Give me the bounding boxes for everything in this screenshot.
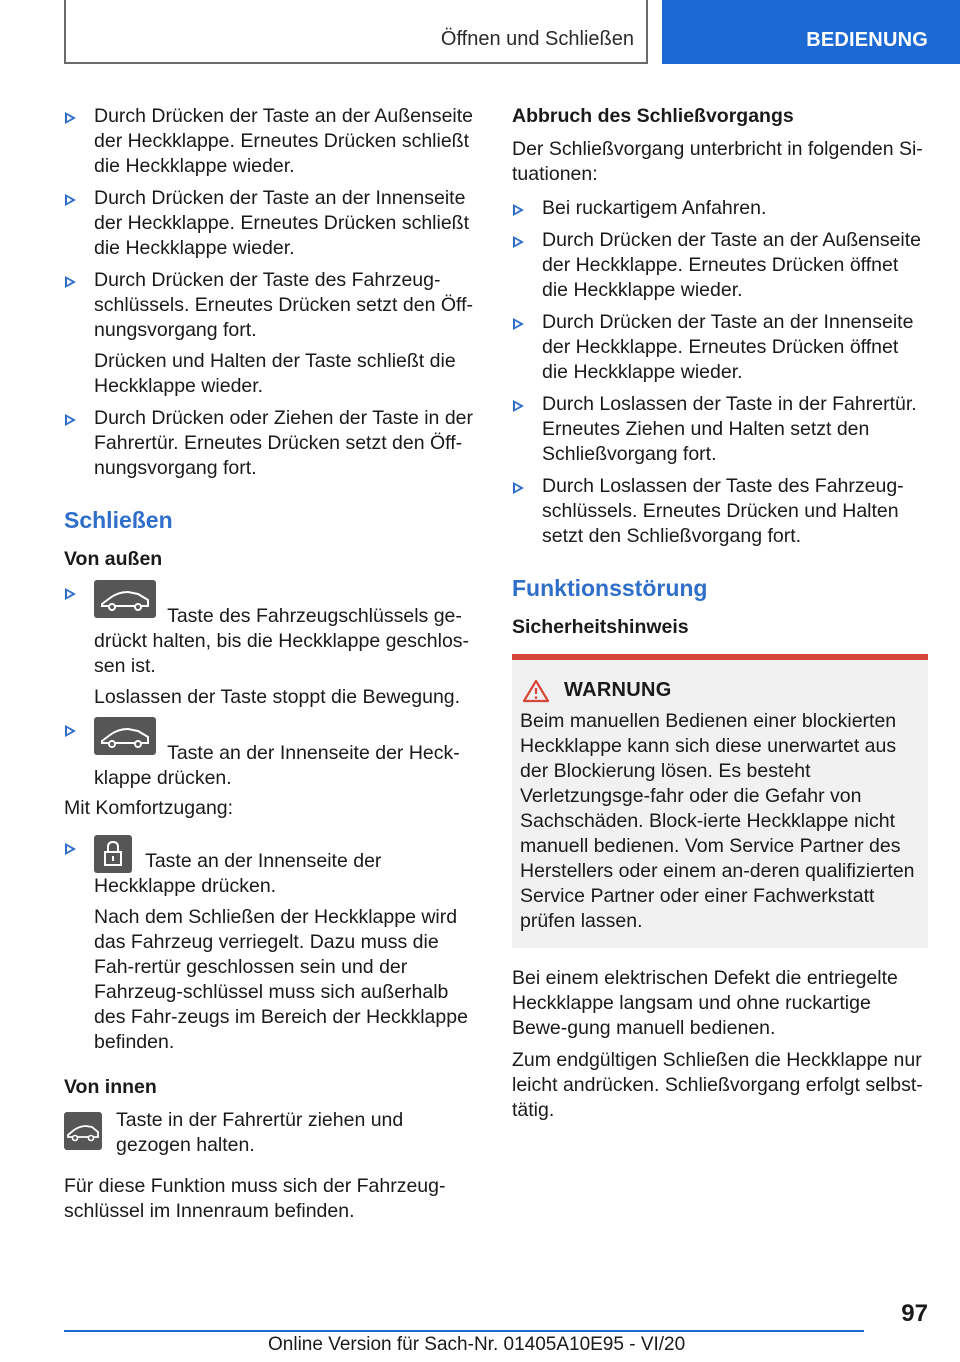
list-item-note: Loslassen der Taste stoppt die Bewegung. <box>94 686 461 708</box>
list-item: Durch Drücken der Taste an der Außenseite der Heckklappe. Erneutes Drücken öffnet die Heckklappe wieder. <box>512 228 928 303</box>
list-item: Durch Drücken oder Ziehen der Taste in der Fahrertür. Erneutes Drücken setzt den Öff-nungsvorgang fort. <box>64 406 482 481</box>
bullet-triangle-icon <box>513 204 524 216</box>
closing-note: Für diese Funktion muss sich der Fahrzeug-schlüssel im Innenraum befinden. <box>64 1175 446 1222</box>
bullet-triangle-icon <box>65 843 76 855</box>
list-item: Durch Drücken der Taste an der Innenseite der Heckklappe. Erneutes Drücken öffnet die Heckklappe wieder. <box>512 310 928 385</box>
list-item: Durch Loslassen der Taste in der Fahrertür. Erneutes Ziehen und Halten setzt den Schließvorgang fort. <box>512 392 928 467</box>
tailgate-door-button-icon <box>64 1112 102 1150</box>
warning-box <box>512 660 928 948</box>
heading-funktionsstoerung: Funktionsstörung <box>512 575 708 601</box>
warning-triangle-icon <box>522 679 550 703</box>
list-item: Durch Drücken der Taste an der Innenseite der Heckklappe. Erneutes Drücken schließt die Heckklappe wieder. <box>64 186 482 261</box>
bullet-triangle-icon <box>65 276 76 288</box>
left-column <box>64 104 482 1231</box>
header-chapter-box <box>64 0 648 64</box>
heading-schliessen: Schließen <box>64 507 173 533</box>
list-item: Taste des Fahrzeugschlüssels ge-drückt halten, bis die Heckklappe geschlos-sen ist. Loslassen der Taste stoppt die Bewegung. <box>64 580 482 710</box>
list-item: Taste an der Innenseite der Heck-klappe drücken. <box>64 717 482 791</box>
header-section-tab <box>662 0 960 64</box>
komfort-label: Mit Komfortzugang: <box>64 797 234 819</box>
list-item: Taste an der Innenseite der Heckklappe drücken. Nach dem Schließen der Heckklappe wird das Fahrzeug verriegelt. Dazu muss die Fah-rertür geschlossen sein und der Fahrzeug-schlüssel muss sich außerhalb des Fahr-zeugs im Bereich der Heckklappe befinden. <box>64 835 482 1055</box>
list-item: Bei ruckartigem Anfahren. <box>512 196 928 221</box>
von-innen-row: Taste in der Fahrertür ziehen und gezogen halten. <box>64 1108 482 1158</box>
lock-icon <box>94 835 132 873</box>
bullet-triangle-icon <box>65 112 76 124</box>
list-item-note: Drücken und Halten der Taste schließt die Heckklappe wieder. <box>94 350 456 397</box>
bullet-triangle-icon <box>513 236 524 248</box>
bullet-triangle-icon <box>65 194 76 206</box>
right-column <box>512 104 928 1130</box>
heading-von-aussen: Von außen <box>64 548 163 570</box>
bullet-triangle-icon <box>65 414 76 426</box>
bullet-triangle-icon <box>513 318 524 330</box>
footer-online-version: Online Version für Sach-Nr. 01405A10E95 - VI/20 <box>268 1334 686 1355</box>
bullet-triangle-icon <box>513 482 524 494</box>
bullet-triangle-icon <box>513 400 524 412</box>
list-item: Durch Drücken der Taste des Fahrzeug-schlüssels. Erneutes Drücken setzt den Öff-nungsvorgang fort. Drücken und Halten der Taste schließt die Heckklappe wieder. <box>64 268 482 399</box>
abbruch-intro: Der Schließvorgang unterbricht in folgenden Si-tuationen: <box>512 138 923 185</box>
section-title: BEDIENUNG <box>806 29 928 51</box>
tailgate-button-icon <box>94 717 156 755</box>
bullet-triangle-icon <box>65 725 76 737</box>
bullet-triangle-icon <box>65 588 76 600</box>
heading-abbruch: Abbruch des Schließvorgangs <box>512 105 794 127</box>
paragraph-defekt: Bei einem elektrischen Defekt die entriegelte Heckklappe langsam und ohne ruckartige Bewe-gung manuell bedienen. <box>512 967 898 1039</box>
list-item: Durch Loslassen der Taste des Fahrzeug-schlüssels. Erneutes Drücken und Halten setzt den Schließvorgang fort. <box>512 474 928 549</box>
page-number: 97 <box>901 1300 928 1327</box>
paragraph-schliessen: Zum endgültigen Schließen die Heckklappe nur leicht andrücken. Schließvorgang erfolgt selbst-tätig. <box>512 1049 923 1121</box>
heading-sicherheitshinweis: Sicherheitshinweis <box>512 616 689 638</box>
tailgate-key-icon <box>94 580 156 618</box>
list-item-note: Nach dem Schließen der Heckklappe wird das Fahrzeug verriegelt. Dazu muss die Fah-rertür geschlossen sein und der Fahrzeug-schlüssel muss sich außerhalb des Fahr-zeugs im Bereich der Heckklappe befinden. <box>94 906 468 1053</box>
list-item: Durch Drücken der Taste an der Außenseite der Heckklappe. Erneutes Drücken schließt die Heckklappe wieder. <box>64 104 482 179</box>
warning-header <box>520 678 920 703</box>
footer-rule <box>64 1330 864 1332</box>
heading-von-innen: Von innen <box>64 1076 157 1098</box>
warning-text: Beim manuellen Bedienen einer blockierten Heckklappe kann sich diese unerwartet aus der Blockierung lösen. Es besteht Verletzungsge-fahr oder die Gefahr von Sachschäden. Block-ierte Heckklappe nicht manuell bedienen. Vom Service Partner des Herstellers oder einem an-deren qualifizierten Service Partner oder einer Fachwerkstatt prüfen lassen. <box>520 710 915 932</box>
warning-title: WARNUNG <box>564 679 672 701</box>
chapter-title: Öffnen und Schließen <box>440 28 634 50</box>
